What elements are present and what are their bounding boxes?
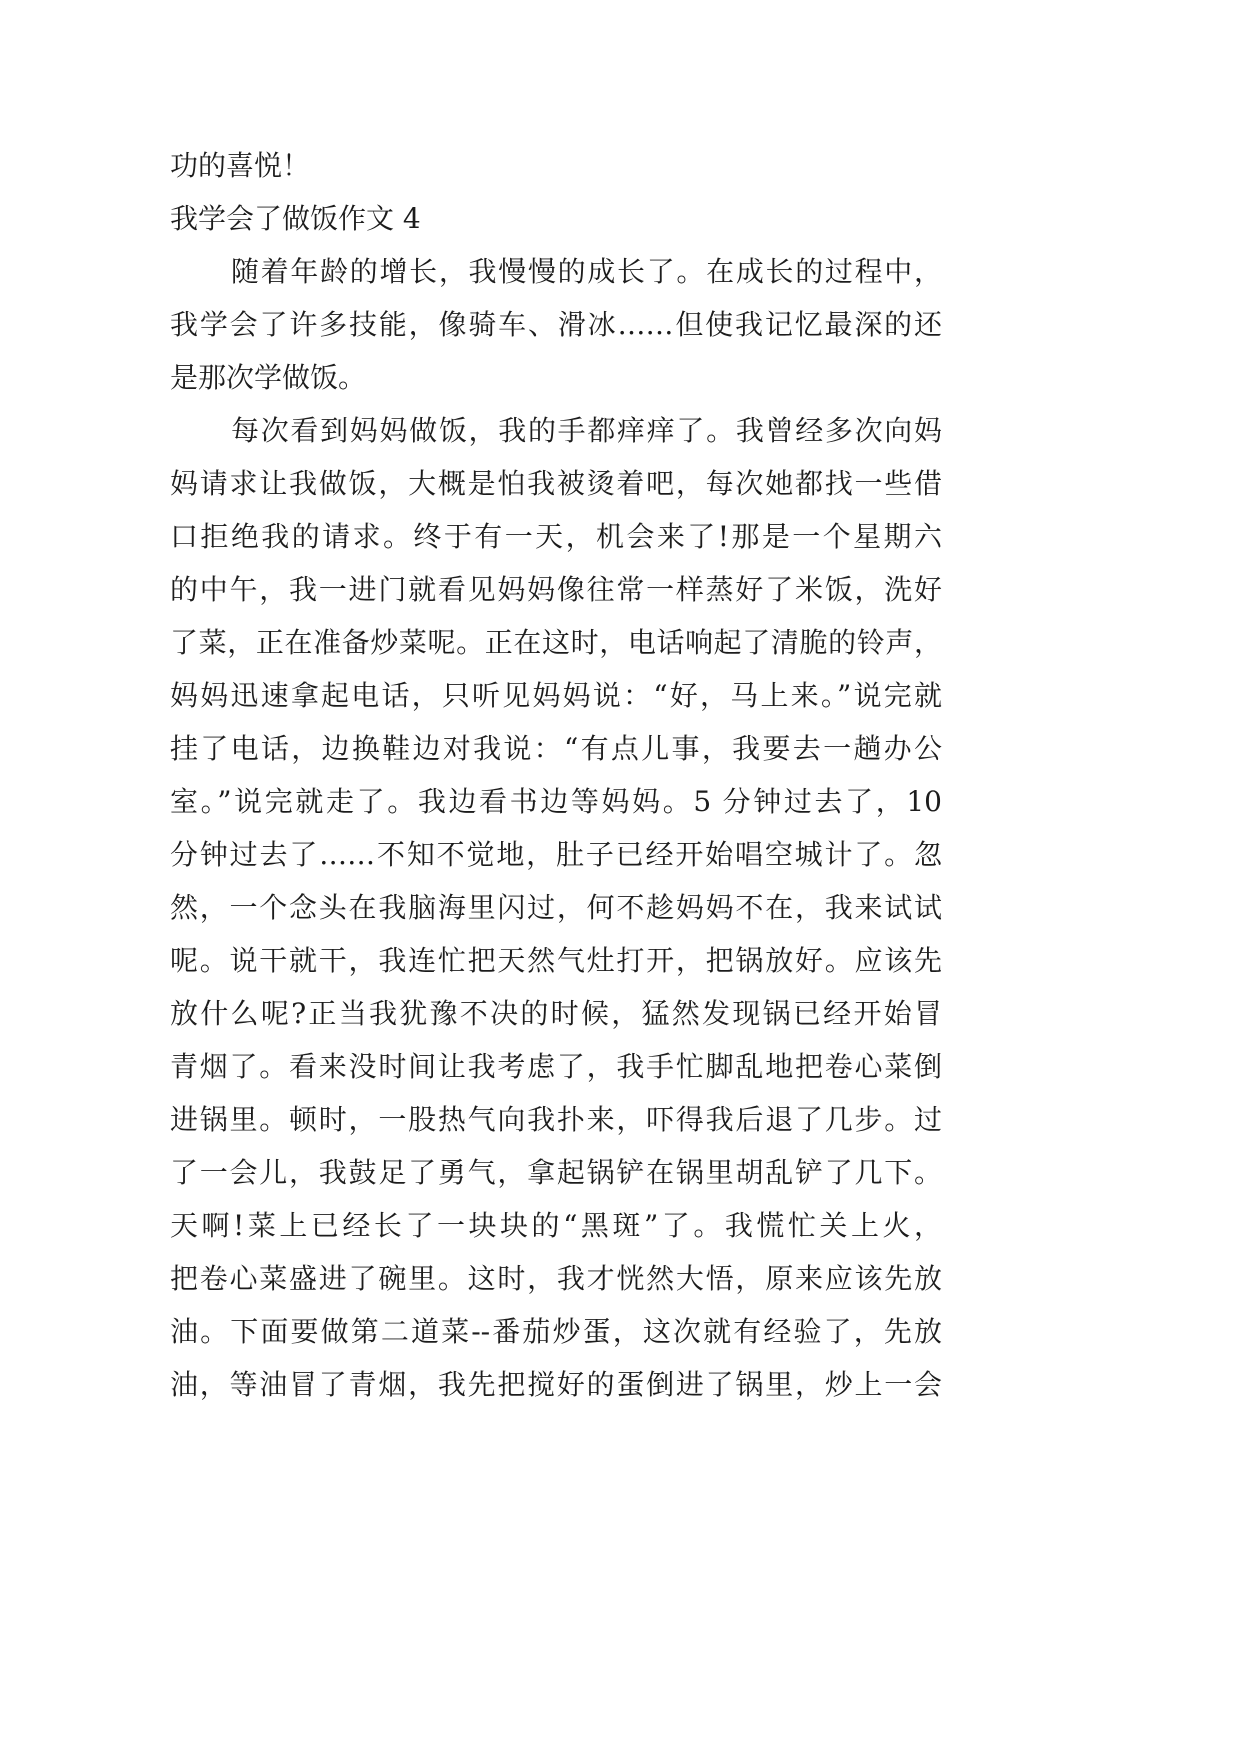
paragraph-line: 妈妈迅速拿起电话，只听见妈妈说：“好，马上来。”说完就	[170, 679, 942, 712]
paragraphs-container	[170, 245, 942, 1411]
paragraph-line: 我学会了许多技能，像骑车、滑冰……但使我记忆最深的还	[170, 308, 942, 341]
paragraph-line: 了菜，正在准备炒菜呢。正在这时，电话响起了清脆的铃声，	[170, 626, 942, 659]
paragraph-line: 天啊!菜上已经长了一块块的“黑斑”了。我慌忙关上火，	[170, 1209, 942, 1242]
paragraph-line: 妈请求让我做饭，大概是怕我被烫着吧，每次她都找一些借	[170, 467, 942, 500]
paragraph-line: 青烟了。看来没时间让我考虑了，我手忙脚乱地把卷心菜倒	[170, 1050, 942, 1083]
section-title: 我学会了做饭作文 4	[170, 202, 421, 235]
paragraph-line: 口拒绝我的请求。终于有一天，机会来了!那是一个星期六	[170, 520, 942, 553]
paragraph-line: 随着年龄的增长，我慢慢的成长了。在成长的过程中，	[231, 255, 942, 288]
paragraph-line: 油，等油冒了青烟，我先把搅好的蛋倒进了锅里，炒上一会	[170, 1368, 942, 1401]
paragraph-line: 是那次学做饭。	[170, 361, 367, 394]
body-paragraph	[170, 404, 942, 1411]
paragraph-line: 呢。说干就干，我连忙把天然气灶打开，把锅放好。应该先	[170, 944, 942, 977]
paragraph-line: 的中午，我一进门就看见妈妈像往常一样蒸好了米饭，洗好	[170, 573, 942, 606]
paragraph-line: 放什么呢?正当我犹豫不决的时候，猛然发现锅已经开始冒	[170, 997, 942, 1030]
paragraph-line: 挂了电话，边换鞋边对我说：“有点儿事，我要去一趟办公	[170, 732, 942, 765]
paragraph-line: 然，一个念头在我脑海里闪过，何不趁妈妈不在，我来试试	[170, 891, 942, 924]
paragraph-line: 室。”说完就走了。我边看书边等妈妈。5 分钟过去了，10	[170, 785, 942, 818]
body-paragraph	[170, 245, 942, 404]
continued-text-line: 功的喜悦！	[170, 149, 311, 182]
paragraph-line: 每次看到妈妈做饭，我的手都痒痒了。我曾经多次向妈	[231, 414, 942, 447]
paragraph-line: 把卷心菜盛进了碗里。这时，我才恍然大悟，原来应该先放	[170, 1262, 942, 1295]
paragraph-line: 进锅里。顿时，一股热气向我扑来，吓得我后退了几步。过	[170, 1103, 942, 1136]
paragraph-line: 了一会儿，我鼓足了勇气，拿起锅铲在锅里胡乱铲了几下。	[170, 1156, 942, 1189]
paragraph-line: 分钟过去了……不知不觉地，肚子已经开始唱空城计了。忽	[170, 838, 942, 871]
document-body	[170, 139, 942, 1411]
paragraph-line: 油。下面要做第二道菜--番茄炒蛋，这次就有经验了，先放	[170, 1315, 942, 1348]
